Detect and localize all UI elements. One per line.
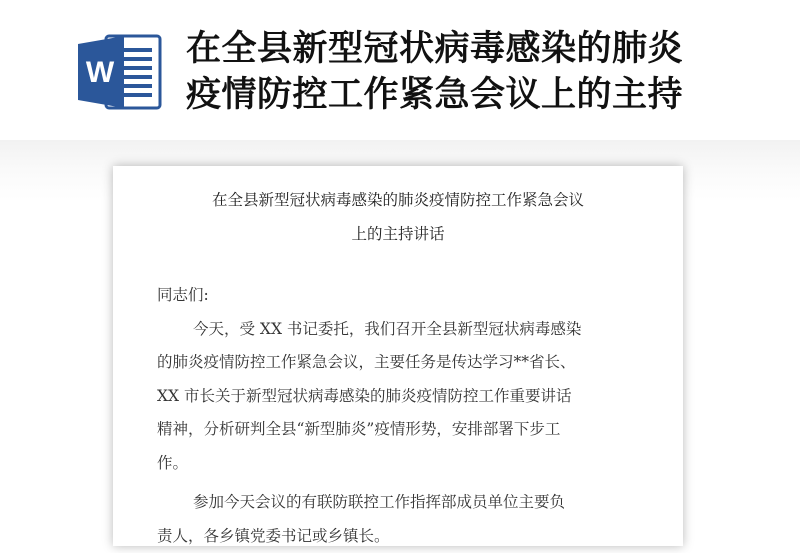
document-title-line-2: 上的主持讲话 (113, 222, 683, 244)
document-page (113, 166, 683, 546)
document-title-line-1: 在全县新型冠状病毒感染的肺炎疫情防控工作紧急会议 (113, 188, 683, 210)
word-doc-icon (76, 32, 164, 112)
body-line: 的肺炎疫情防控工作紧急会议，主要任务是传达学习**省长、 (157, 346, 647, 380)
salutation: 同志们: (157, 279, 647, 313)
header (0, 0, 800, 150)
word-icon-letter: W (86, 56, 115, 89)
page-title-line-1: 在全县新型冠状病毒感染的肺炎 (186, 26, 786, 72)
body-line: 责人，各乡镇党委书记或乡镇长。 (157, 520, 647, 553)
body-line: 作。 (157, 447, 647, 481)
page-title-line-2: 疫情防控工作紧急会议上的主持 (186, 72, 786, 118)
body-line: 今天，受 XX 书记委托，我们召开全县新型冠状病毒感染 (157, 313, 647, 347)
page-title (186, 26, 786, 118)
document-body (157, 279, 647, 553)
body-line: XX 市长关于新型冠状病毒感染的肺炎疫情防控工作重要讲话 (157, 380, 647, 414)
body-line: 参加今天会议的有联防联控工作指挥部成员单位主要负 (157, 486, 647, 520)
body-line: 精神，分析研判全县“新型肺炎”疫情形势，安排部署下步工 (157, 413, 647, 447)
